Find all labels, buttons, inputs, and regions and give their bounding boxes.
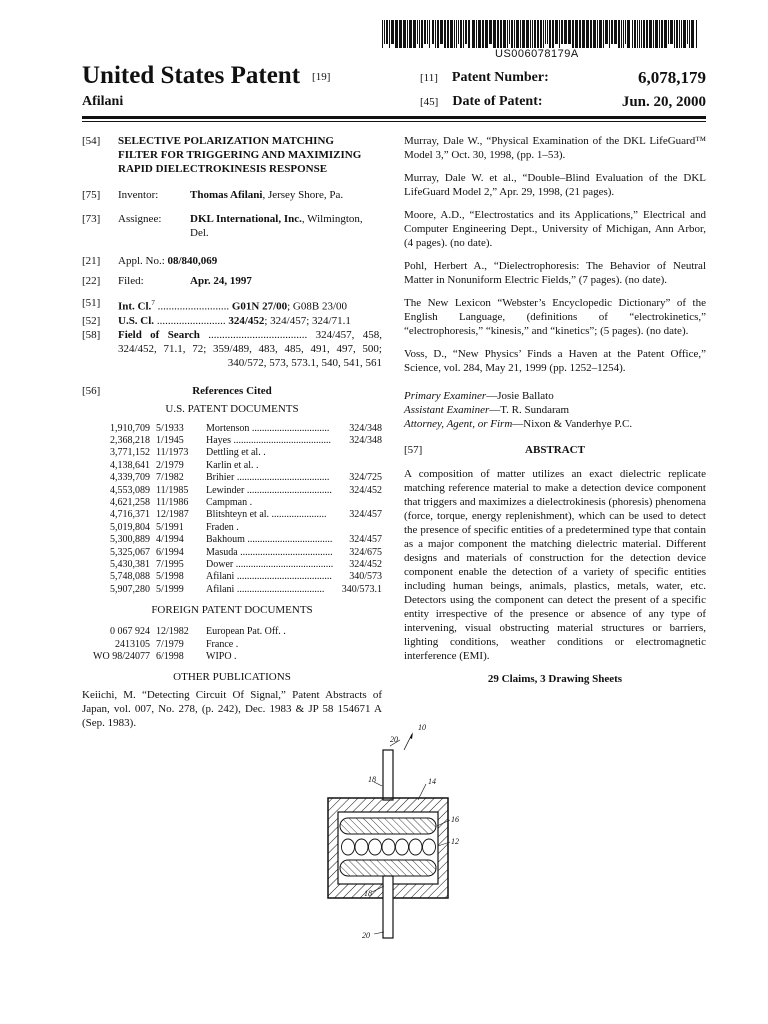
us-patent-name: Dettling et al. . [206, 447, 266, 459]
label-18-bottom: 18 [364, 889, 372, 898]
foreign-patent-date: 6/1998 [156, 650, 184, 662]
other-publication-entry: Murray, Dale W., “Physical Examination of the DKL LifeGuard™ Model 3,” Oct. 30, 1998, (pp. 1–53). [404, 135, 706, 161]
us-patent-class: 340/573 [349, 571, 382, 583]
us-patent-date: 11/1985 [156, 484, 189, 496]
us-patent-row [82, 422, 382, 434]
inventor-name: Thomas Afilani [190, 189, 263, 201]
abstract-heading: ABSTRACT [525, 444, 585, 456]
biblio-section [82, 134, 382, 730]
us-patent-number: 4,138,641 [110, 459, 150, 471]
us-patent-row [82, 496, 382, 508]
foreign-patents-list [82, 625, 382, 662]
us-patent-name: Dower ....................................... [206, 558, 334, 570]
us-patent-date: 11/1986 [156, 497, 189, 508]
us-patent-name: Afilani ...................................... [206, 571, 332, 583]
foreign-patent-name: France . [206, 638, 239, 650]
us-patent-class: 324/452 [349, 484, 382, 496]
search-text: .................................... 324/457, 458, 324/452, 71.1, 72; 359/489, 483, 485, 491, 497, 500; 340/572, 573, 573.1, 540, 541, 561 [118, 328, 382, 369]
other-publication-entry: Moore, A.D., “Electrostatics and its Applications,” Electrical and Computer Engineering Dept., University of Michigan, Ann Arbor, (4 pages). (no date). [404, 209, 706, 249]
intcl-dots: .......................... [154, 300, 230, 313]
primary-examiner-label: Primary Examiner [404, 390, 487, 402]
filed-label: Filed: [118, 275, 144, 287]
us-patent-row [82, 546, 382, 558]
us-patent-row [82, 484, 382, 496]
us-patent-date: 6/1994 [156, 546, 184, 558]
us-patent-row [82, 570, 382, 582]
us-patent-date: 11/1973 [156, 447, 189, 459]
examiners [404, 389, 706, 431]
claims-summary: 29 Claims, 3 Drawing Sheets [487, 673, 623, 685]
us-patent-number: 4,553,089 [110, 484, 150, 496]
us-patent-class: 324/675 [349, 546, 382, 558]
us-patent-name: Lewinder .................................. [206, 484, 332, 496]
us-patent-date: 1/1945 [156, 435, 184, 447]
patent-number: 6,078,179 [638, 68, 706, 87]
assistant-examiner-label: Assistant Examiner [404, 404, 490, 416]
inventor-field [82, 188, 382, 202]
uscl-code: [52] [82, 314, 101, 327]
intcl-field [82, 296, 382, 314]
intcl-label: Int. Cl. [118, 300, 152, 313]
us-patent-name: Campman . [206, 497, 253, 508]
country-title-text: United States Patent [82, 62, 301, 89]
us-patent-date: 7/1995 [156, 558, 184, 570]
country-title [82, 62, 330, 90]
us-patent-row [82, 471, 382, 483]
patent-figure [300, 720, 480, 950]
header-rule-thin [82, 121, 706, 122]
top-rod [383, 750, 393, 800]
us-patent-row [82, 459, 382, 471]
patent-number-row [420, 70, 706, 90]
us-patents-heading: U.S. PATENT DOCUMENTS [165, 402, 299, 415]
uscl-main: 324/452 [225, 314, 265, 327]
label-20-top: 20 [390, 735, 398, 744]
foreign-patent-number: 2413105 [115, 638, 150, 650]
us-patents-list [82, 422, 382, 595]
foreign-patent-row [82, 625, 382, 637]
barcode-number: US006078179A [495, 48, 579, 60]
us-patent-row [82, 521, 382, 533]
us-patent-number: 1,910,709 [110, 422, 150, 434]
us-patent-date: 5/1998 [156, 571, 184, 583]
foreign-patent-date: 12/1982 [156, 626, 189, 638]
foreign-patent-row [82, 650, 382, 662]
patent-date-code: [45] [420, 96, 439, 108]
inventor-code: [75] [82, 189, 101, 201]
other-publication-entry: Voss, D., “New Physics’ Finds a Haven at the Patent Office,” Science, vol. 284, May 21, 1999 (pp. 1252–1254). [404, 348, 706, 374]
us-patent-name: Bakhoum .................................. [206, 534, 333, 546]
assignee-location: , Wilmington, Del. [190, 213, 363, 239]
foreign-patent-number: 0 067 924 [110, 626, 150, 638]
label-10: 10 [418, 723, 426, 732]
us-patent-number: 4,621,258 [110, 497, 150, 508]
us-patent-row [82, 583, 382, 595]
uscl-field [82, 314, 382, 328]
filed-code: [22] [82, 275, 101, 287]
appl-number: 08/840,069 [167, 255, 218, 267]
us-patent-class: 324/348 [349, 422, 382, 434]
primary-examiner-name: —Josie Ballato [486, 390, 554, 402]
foreign-patents-heading: FOREIGN PATENT DOCUMENTS [151, 604, 313, 617]
filed-date: Apr. 24, 1997 [190, 275, 252, 287]
us-patent-number: 4,716,371 [110, 509, 150, 521]
us-patent-date: 4/1994 [156, 534, 184, 546]
country-code: [19] [312, 71, 331, 84]
foreign-patent-name: WIPO . [206, 650, 237, 662]
foreign-patent-name: European Pat. Off. . [206, 626, 286, 638]
label-20-bottom: 20 [362, 931, 370, 940]
bottom-rod [383, 876, 393, 938]
foreign-patent-date: 7/1979 [156, 638, 184, 650]
attorney-name: —Nixon & Vanderhye P.C. [512, 418, 633, 430]
us-patent-number: 5,300,889 [110, 534, 150, 546]
assistant-examiner-name: —T. R. Sundaram [489, 404, 570, 416]
upper-plate [340, 818, 436, 834]
us-patent-date: 5/1991 [156, 521, 184, 533]
us-patent-class: 324/725 [349, 472, 382, 484]
appl-label: Appl. No.: [118, 255, 165, 267]
patent-date-label: Date of Patent: [452, 94, 543, 109]
us-patent-name: Brihier ..................................... [206, 472, 330, 484]
intcl-sup: 7 [151, 299, 155, 307]
inventor-label: Inventor: [118, 189, 159, 201]
inventor-short: Afilani [82, 94, 124, 109]
abstract-text: A composition of matter utilizes an exact dielectric replicate matching reference material to make a detection device component that triggers and maximizes a dielectrokinesis (phoresis) phenomena (force, torque, energy replenishment), which can be used to detect the presence of specific entities of a predetermined type that contain as a major component the matching dielectric material. Different designs and materials of construction for the detection device component enable the detection of a variety of specific entities including human beings, animals, plastics, metals, water, etc. Detectors using the component can detect the present of a specific entity irrespective of the presence or absence of any type of intervening, visual obstructing material structures or barriers, lighting conditions, weather conditions or electromagnetic interference (EMI). [404, 468, 706, 662]
search-label: Field of Search [118, 328, 200, 341]
references-code: [56] [82, 384, 101, 397]
us-patent-name: Hayes ....................................... [206, 435, 331, 447]
patent-number-code: [11] [420, 72, 438, 84]
us-patent-number: 5,907,280 [110, 583, 150, 595]
other-publications-right [404, 134, 706, 375]
us-patent-date: 5/1933 [156, 422, 184, 434]
us-patent-name: Mortenson ............................... [206, 422, 330, 434]
intcl-main: G01N 27/00 [229, 300, 288, 313]
us-patent-row [82, 533, 382, 545]
us-patent-date: 12/1987 [156, 509, 189, 521]
appl-code: [21] [82, 255, 101, 267]
us-patent-class: 324/457 [349, 509, 382, 521]
other-publication-entry: Murray, Dale W. et al., “Double–Blind Evaluation of the DKL LifeGuard Model 2,” Apr. 29, 1998, (21 pages). [404, 172, 706, 198]
us-patent-name: Fraden . [206, 521, 239, 533]
us-patent-number: 2,368,218 [110, 435, 150, 447]
assignee-code: [73] [82, 213, 101, 225]
barcode [382, 20, 700, 48]
intcl-code: [51] [82, 297, 101, 309]
us-patent-date: 7/1982 [156, 472, 184, 484]
attorney-label: Attorney, Agent, or Firm [404, 418, 513, 430]
search-field [82, 328, 382, 370]
us-patent-row [82, 446, 382, 458]
label-14: 14 [428, 777, 436, 786]
us-patent-name: Masuda ..................................... [206, 546, 333, 558]
other-publication-left: Keiichi, M. “Detecting Circuit Of Signal,” Patent Abstracts of Japan, vol. 007, No. 278, (p. 242), Dec. 1983 & JP 58 154671 A (Sep. 1983). [82, 689, 382, 730]
us-patent-number: 5,430,381 [110, 558, 150, 570]
us-patent-row [82, 508, 382, 520]
abstract-heading-row [404, 443, 706, 457]
right-column [404, 134, 706, 686]
foreign-patent-row [82, 638, 382, 650]
patent-date: Jun. 20, 2000 [621, 94, 706, 110]
assignee-label: Assignee: [118, 213, 162, 225]
uscl-rest: ; 324/457; 324/71.1 [264, 314, 351, 327]
us-patent-class: 340/573.1 [341, 583, 382, 595]
assignee-field [82, 212, 382, 240]
abstract-code: [57] [404, 444, 423, 456]
references-heading: References Cited [192, 384, 272, 397]
label-16: 16 [451, 815, 459, 824]
us-patent-number: 5,019,804 [110, 521, 150, 533]
us-patent-number: 5,325,067 [110, 546, 150, 558]
patent-number-label: Patent Number: [451, 70, 549, 85]
title-code: [54] [82, 135, 101, 147]
lower-plate [340, 860, 436, 876]
arrow-10 [410, 732, 413, 739]
us-patent-name: Karlin et al. . [206, 459, 259, 471]
assignee-name: DKL International, Inc. [190, 213, 302, 225]
us-patent-number: 3,771,152 [110, 447, 150, 459]
us-patent-name: Afilani ................................... [206, 583, 325, 595]
header-rule-thick [82, 116, 706, 119]
other-publication-entry: The New Lexicon “Webster’s Encyclopedic Dictionary” of the English Language, (definitions of “electrokinetics,” “electrophoresis,” “kinesis,” and “kinetics”; (5 pages). (no date). [404, 297, 706, 337]
uscl-label: U.S. Cl. [118, 314, 155, 327]
title-field [82, 134, 382, 176]
us-patent-number: 5,748,088 [110, 571, 150, 583]
appl-field [82, 254, 382, 268]
us-patent-row [82, 434, 382, 446]
other-publications-heading: OTHER PUBLICATIONS [173, 671, 291, 684]
search-code: [58] [82, 328, 101, 341]
us-patent-class: 324/452 [349, 558, 382, 570]
us-patent-date: 5/1999 [156, 583, 184, 595]
label-12: 12 [451, 837, 459, 846]
patent-date-row [420, 94, 706, 114]
references-heading-row [82, 384, 382, 398]
us-patent-number: 4,339,709 [110, 472, 150, 484]
us-patent-row [82, 558, 382, 570]
label-18-top: 18 [368, 775, 376, 784]
us-patent-class: 324/457 [349, 534, 382, 546]
us-patent-class: 324/348 [349, 435, 382, 447]
foreign-patent-number: WO 98/24077 [93, 650, 150, 662]
uscl-dots: ......................... [154, 314, 226, 327]
other-publication-entry: Pohl, Herbert A., “Dielectrophoresis: The Behavior of Neutral Matter in Nonuniform Electric Fields,” (7 pages). (no date). [404, 260, 706, 286]
invention-title: SELECTIVE POLARIZATION MATCHING FILTER FOR TRIGGERING AND MAXIMIZING RAPID DIELECTROKINESIS RESPONSE [118, 135, 362, 175]
inventor-location: , Jersey Shore, Pa. [262, 189, 344, 201]
us-patent-date: 2/1979 [156, 459, 184, 471]
filed-field [82, 274, 382, 288]
intcl-rest: ; G08B 23/00 [287, 300, 348, 313]
us-patent-name: Blitshteyn et al. ...................... [206, 509, 327, 521]
